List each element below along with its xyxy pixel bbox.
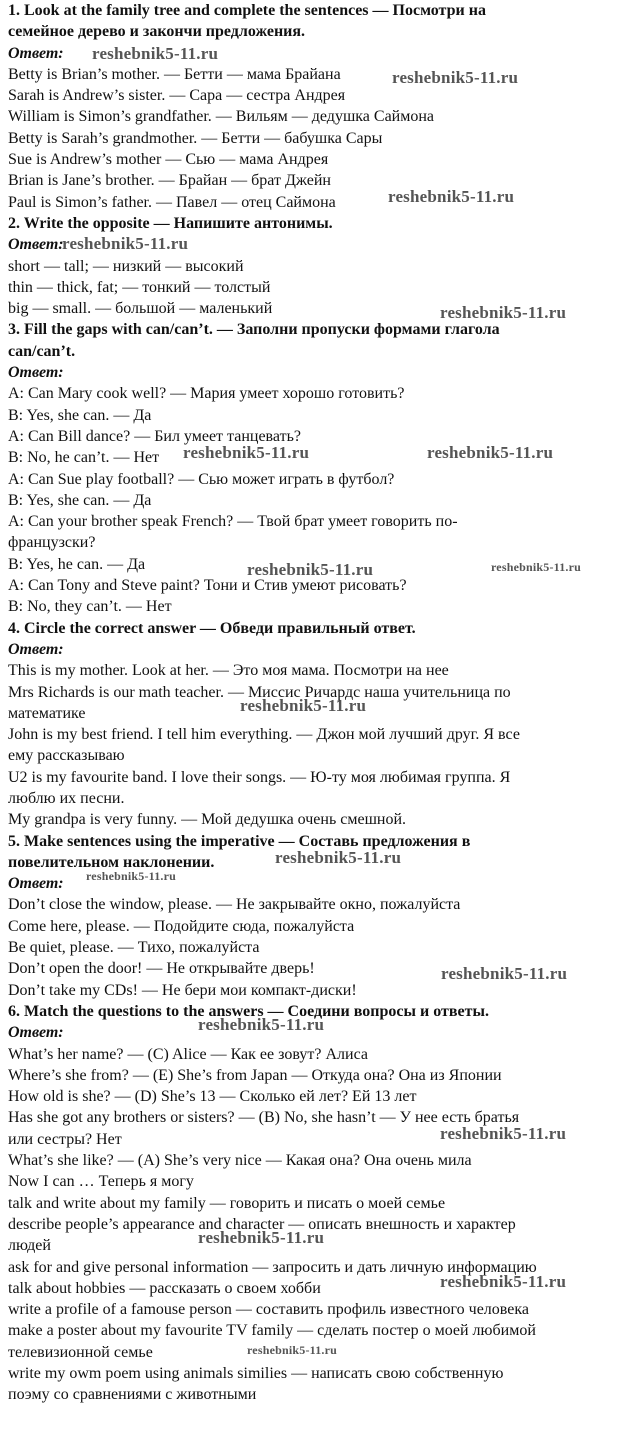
text-line: short — tall; — низкий — высокий [8,257,244,275]
text-line: B: No, he can’t. — Нет [8,449,160,467]
watermark: reshebnik5-11.ru [92,44,219,63]
text-line: What’s her name? — (C) Alice — Как ее зовут? Алиса [8,1045,368,1063]
text-line: John is my best friend. I tell him everything. — Джон мой лучший друг. Я все [8,726,520,744]
text-line: французски? [8,534,96,552]
text-line: William is Simon’s grandfather. — Вильям — дедушка Саймона [8,108,435,126]
text-line: big — small. — большой — маленький [8,300,273,318]
text-line: What’s she like? — (A) She’s very nice — Какая она? Она очень мила [8,1152,472,1170]
text-line: B: Yes, he can. — Да [8,555,146,573]
answer-label: Ответ: [8,364,64,382]
watermark: reshebnik5-11.ru [392,68,519,87]
section-heading: 2. Write the opposite — Напишите антонимы. [8,214,333,232]
text-line: A: Can your brother speak French? — Твой брат умеет говорить по- [8,513,458,531]
watermark: reshebnik5-11.ru [240,696,367,715]
text-line: A: Can Mary cook well? — Мария умеет хорошо готовить? [8,385,405,403]
watermark: reshebnik5-11.ru [440,1124,567,1143]
text-line: B: Yes, she can. — Да [8,406,152,424]
section-heading: 3. Fill the gaps with can/can’t. — Заполни пропуски формами глагола [8,321,500,339]
text-line: My grandpa is very funny. — Мой дедушка очень смешной. [8,811,407,829]
text-line: This is my mother. Look at her. — Это моя мама. Посмотри на нее [8,662,449,680]
text-line: люблю их песни. [8,789,125,807]
answer-label: Ответ: [8,640,64,658]
watermark: reshebnik5-11.ru [440,1272,567,1291]
text-line: Don’t close the window, please. — Не закрывайте окно, пожалуйста [8,896,461,914]
text-line: B: Yes, she can. — Да [8,491,152,509]
watermark: reshebnik5-11.ru [491,560,581,574]
watermark: reshebnik5-11.ru [440,303,567,322]
text-line: математике [8,704,86,722]
section-heading: повелительном наклонении. [8,853,215,871]
text-line: Betty is Brian’s mother. — Бетти — мама Брайана [8,65,341,83]
watermark: reshebnik5-11.ru [198,1228,325,1247]
watermark: reshebnik5-11.ru [427,443,554,462]
watermark: reshebnik5-11.ru [86,869,176,883]
text-line: ask for and give personal information — запросить и дать личную информацию [8,1258,537,1276]
watermark: reshebnik5-11.ru [388,187,515,206]
text-line: How old is she? — (D) She’s 13 — Сколько ей лет? Ей 13 лет [8,1088,417,1106]
section-heading: 1. Look at the family tree and complete the sentences — Посмотри на [8,2,486,19]
section-heading: can/can’t. [8,342,76,360]
text-line: Come here, please. — Подойдите сюда, пожалуйста [8,917,355,935]
text-line: write a profile of a famouse person — составить профиль известного человека [8,1301,529,1319]
text-line: Mrs Richards is our math teacher. — Миссис Ричардс наша учительница по [8,683,511,701]
text-line: Has she got any brothers or sisters? — (B) No, she hasn’t — У нее есть братья [8,1109,520,1127]
answer-label: Ответ: [8,44,64,62]
answer-label: Ответ: [8,1024,64,1042]
text-line: Be quiet, please. — Тихо, пожалуйста [8,939,260,957]
answer-label: Ответ: [8,236,64,254]
text-line: Don’t open the door! — Не открывайте дверь! [8,960,315,978]
text-line: Betty is Sarah’s grandmother. — Бетти — бабушка Сары [8,129,383,147]
text-line: Don’t take my CDs! — Не бери мои компакт-диски! [8,981,357,999]
text-line: write my owm poem using animals similies — написать свою собственную [8,1365,504,1382]
text-line: Where’s she from? — (E) She’s from Japan — Откуда она? Она из Японии [8,1066,502,1084]
text-line: Sue is Andrew’s mother — Сью — мама Андрея [8,151,329,169]
text-line: talk and write about my family — говорить и писать о моей семье [8,1194,446,1212]
section-heading: 6. Match the questions to the answers — Соедини вопросы и ответы. [8,1002,489,1020]
text-line: describe people’s appearance and character — описать внешность и характер [8,1215,516,1233]
text-line: make a poster about my favourite TV family — сделать постер о моей любимой [8,1322,536,1340]
text-line: U2 is my favourite band. I love their songs. — Ю-ту моя любимая группа. Я [8,768,511,786]
text-line: людей [8,1237,51,1255]
text-line: thin — thick, fat; — тонкий — толстый [8,278,271,296]
watermark: reshebnik5-11.ru [183,443,310,462]
text-line: Now I can … Теперь я могу [8,1173,194,1191]
text-line: поэму со сравнениями с животными [8,1386,257,1404]
text-line: talk about hobbies — рассказать о своем хобби [8,1279,321,1297]
watermark: reshebnik5-11.ru [62,234,189,253]
watermark: reshebnik5-11.ru [441,964,568,983]
text-line: Paul is Simon’s father. — Павел — отец Саймона [8,193,336,211]
watermark: reshebnik5-11.ru [247,560,374,579]
text-line: A: Can Tony and Steve paint? Тони и Стив умеют рисовать? [8,577,407,595]
text-line: B: No, they can’t. — Нет [8,598,172,616]
text-line: Brian is Jane’s brother. — Брайан — брат Джейн [8,172,331,190]
text-line: телевизионной семье [8,1343,153,1361]
text-line: A: Can Sue play football? — Сью может играть в футбол? [8,470,395,488]
section-heading: 4. Circle the correct answer — Обведи правильный ответ. [8,619,416,637]
answer-label: Ответ: [8,875,64,893]
watermark: reshebnik5-11.ru [247,1343,337,1357]
text-line: или сестры? Нет [8,1130,122,1148]
section-heading: семейное дерево и закончи предложения. [8,23,306,41]
watermark: reshebnik5-11.ru [198,1015,325,1034]
text-line: ему рассказываю [8,747,125,765]
text-line: A: Can Bill dance? — Бил умеет танцевать? [8,427,301,445]
watermark: reshebnik5-11.ru [275,848,402,867]
text-line: Sarah is Andrew’s sister. — Сара — сестра Андрея [8,87,346,105]
section-heading: 5. Make sentences using the imperative — Составь предложения в [8,832,471,850]
